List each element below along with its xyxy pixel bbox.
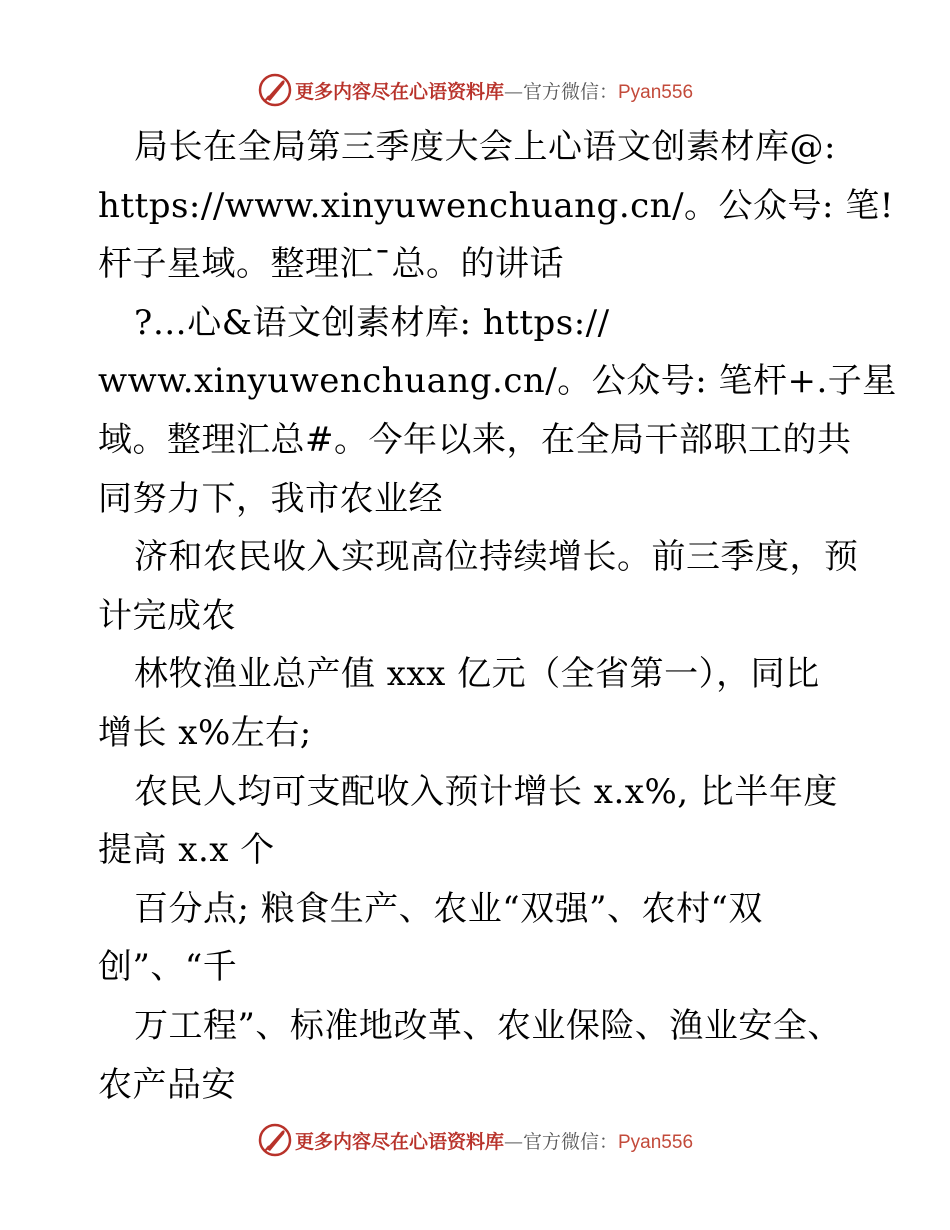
body-line: 林牧渔业总产值 xxx 亿元（全省第一），同比 bbox=[134, 654, 820, 695]
banner-wechat-id: Pyan556 bbox=[618, 81, 694, 103]
document-body bbox=[98, 118, 897, 1114]
body-line: 增长 x%左右; bbox=[98, 712, 312, 753]
banner-separator: — bbox=[503, 80, 523, 103]
quill-pen-logo-icon bbox=[257, 72, 293, 108]
body-line: 计完成农 bbox=[98, 595, 236, 636]
body-line: https://www.xinyuwenchuang.cn/。公众号: 笔! bbox=[98, 185, 894, 226]
body-line: ?…心&语文创素材库: https:// bbox=[134, 302, 610, 343]
banner-brand-text: 更多内容尽在心语资料库 bbox=[294, 80, 504, 103]
banner-text bbox=[295, 77, 693, 104]
body-line: 同努力下，我市农业经 bbox=[98, 478, 443, 519]
body-line: 百分点; 粮食生产、农业“双强”、农村“双 bbox=[134, 888, 763, 929]
body-line: 农产品安 bbox=[98, 1064, 236, 1105]
banner-wechat-id: Pyan556 bbox=[618, 1131, 694, 1153]
body-line: 农民人均可支配收入预计增长 x.x%, 比半年度 bbox=[134, 771, 838, 812]
body-line: www.xinyuwenchuang.cn/。公众号: 笔杆+.子星 bbox=[98, 361, 897, 402]
footer-banner bbox=[0, 1120, 950, 1160]
body-line: 济和农民收入实现高位持续增长。前三季度，预 bbox=[134, 537, 859, 578]
body-line: 局长在全局第三季度大会上心语文创素材库@: bbox=[134, 127, 836, 167]
body-line: 域。整理汇总#。今年以来，在全局干部职工的共 bbox=[98, 419, 852, 460]
banner-wechat-label: 官方微信： bbox=[522, 1130, 618, 1153]
banner-wechat-label: 官方微信： bbox=[522, 80, 618, 103]
body-line: 创”、“千 bbox=[98, 947, 238, 988]
banner-text bbox=[295, 1127, 693, 1154]
body-line: 杆子星域。整理汇¯总。的讲话 bbox=[98, 244, 564, 285]
quill-pen-logo-icon bbox=[257, 1122, 293, 1158]
banner-separator: — bbox=[503, 1130, 523, 1153]
body-line: 万工程”、标准地改革、农业保险、渔业安全、 bbox=[134, 1005, 842, 1046]
banner-brand-text: 更多内容尽在心语资料库 bbox=[294, 1130, 504, 1153]
body-line: 提高 x.x 个 bbox=[98, 830, 275, 871]
header-banner bbox=[0, 70, 950, 110]
